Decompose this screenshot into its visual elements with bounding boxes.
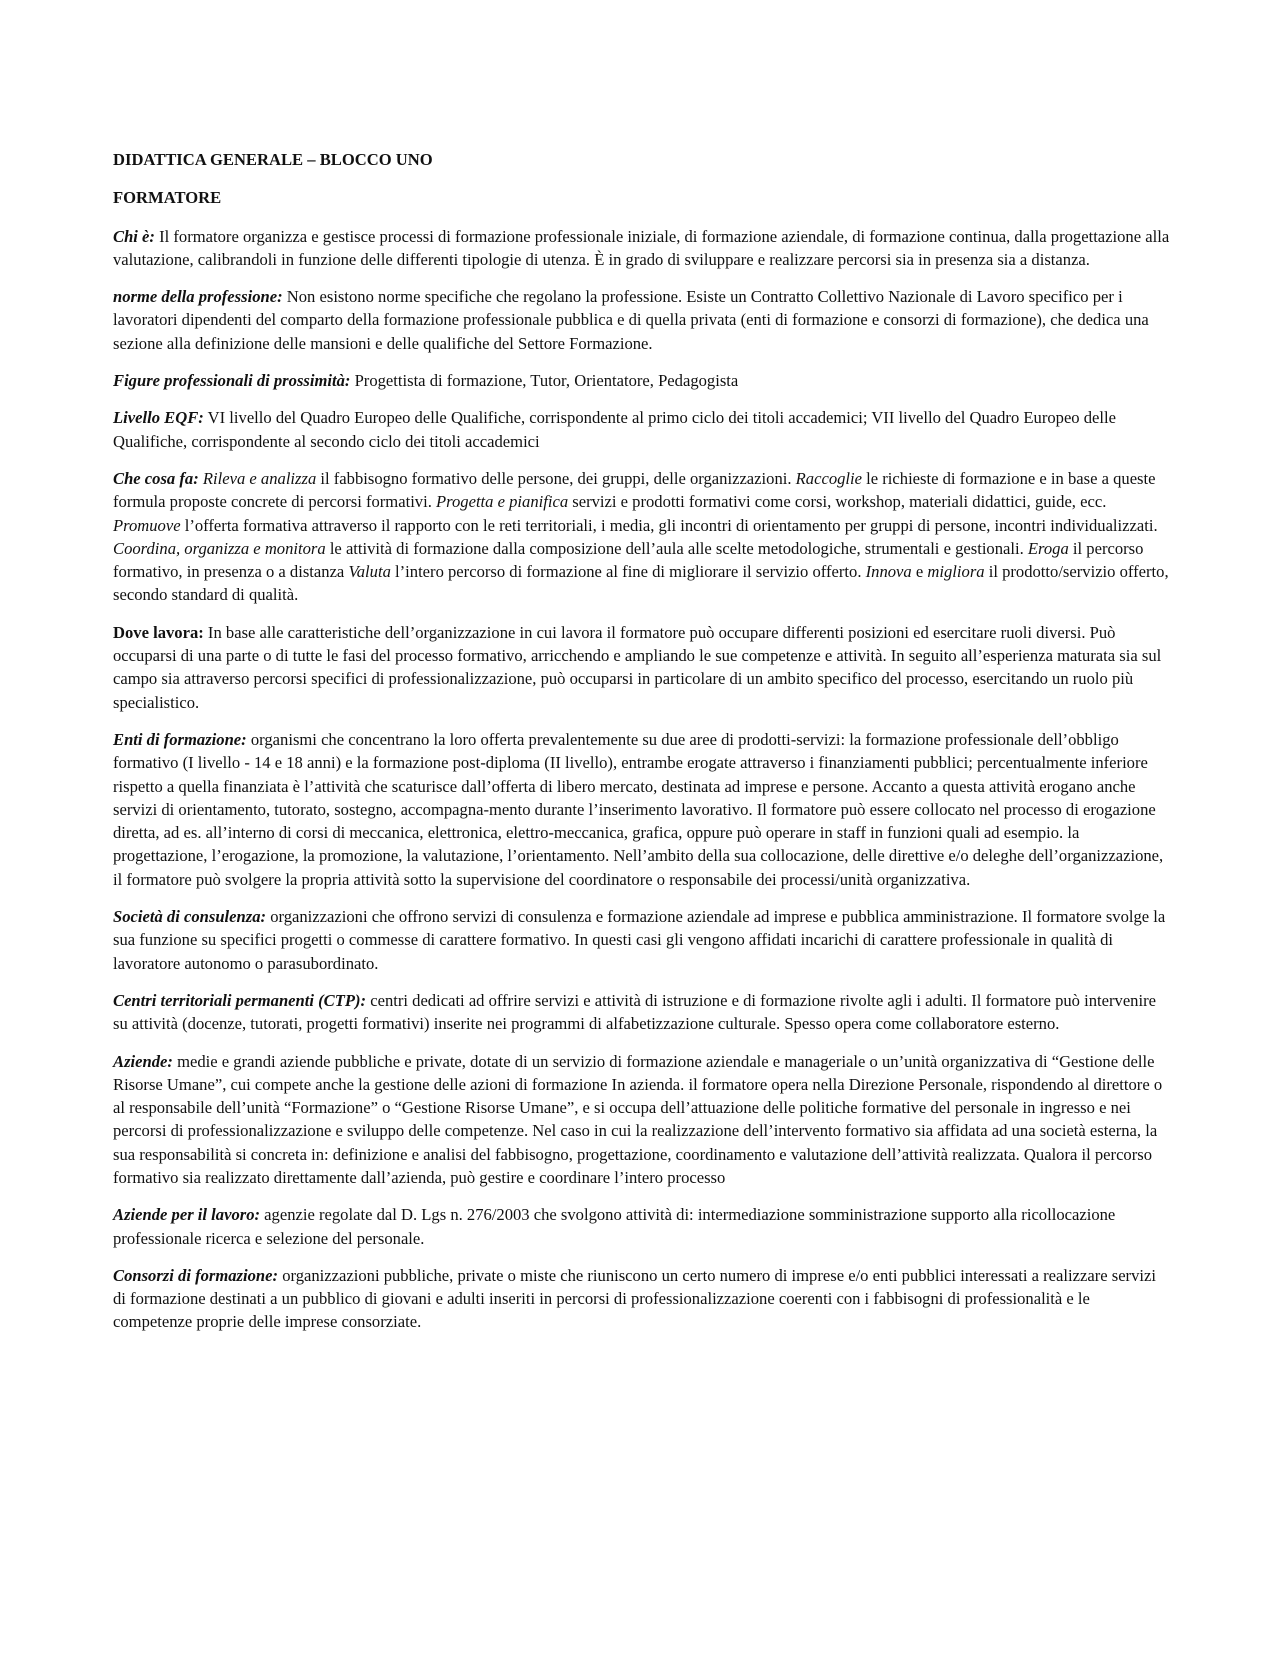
- text-part: il fabbisogno formativo delle persone, dei gruppi, delle organizzazioni.: [316, 468, 796, 488]
- paragraph-aziende: [113, 1050, 1173, 1190]
- text-aziende-lavoro: agenzie regolate dal D. Lgs n. 276/2003 che svolgono attività di: intermediazione somministrazione supporto alla ricollocazione professionale ricerca e selezione del personale.: [113, 1205, 1116, 1248]
- paragraph-che-cosa-fa: [113, 467, 1173, 607]
- paragraph-norme: [113, 285, 1173, 355]
- label-consorzi: Consorzi di formazione:: [113, 1265, 279, 1285]
- emphasis-verb: Valuta: [348, 562, 391, 582]
- text-ctp: centri dedicati ad offrire servizi e attività di istruzione e di formazione rivolte agli i adulti. Il formatore può intervenire su attività (docenze, tutorati, progetti formativi) inserite nei programmi di alfabetizzazione culturale. Spesso opera come collaboratore esterno.: [113, 990, 1156, 1034]
- paragraph-figure: [113, 369, 1173, 392]
- text-norme: Non esistono norme specifiche che regolano la professione. Esiste un Contratto Collettivo Nazionale di Lavoro specifico per i lavoratori dipendenti del comparto della formazione professionale pubblica e di quella privata (enti di formazione e consorzi di formazione), che dedica una sezione alla definizione delle mansioni e delle qualifiche del Settore Formazione.: [113, 287, 1149, 353]
- label-aziende-lavoro: Aziende per il lavoro:: [113, 1205, 261, 1225]
- label-ctp: Centri territoriali permanenti (CTP):: [113, 990, 367, 1010]
- text-part: l’offerta formativa attraverso il rapporto con le reti territoriali, i media, gli incontri di orientamento per gruppi di persone, incontri individualizzati.: [180, 515, 1158, 535]
- document-page: [113, 148, 1173, 1348]
- label-dove-lavora: Dove lavora:: [113, 622, 204, 642]
- label-che-cosa-fa: Che cosa fa:: [113, 468, 199, 488]
- text-part: il prodotto/servizio offerto, secondo standard di qualità.: [113, 562, 1169, 605]
- document-title: DIDATTICA GENERALE – BLOCCO UNO: [113, 150, 433, 169]
- emphasis-verb: Raccoglie: [795, 468, 862, 488]
- emphasis-verb: Innova: [865, 562, 912, 582]
- document-subtitle: FORMATORE: [113, 188, 222, 208]
- emphasis-verb: Promuove: [113, 515, 181, 535]
- text-societa: organizzazioni che offrono servizi di consulenza e formazione aziendale ad imprese e pubblica amministrazione. Il formatore svolge la sua funzione su specifici progetti o commesse di carattere formativo. In questi casi gli vengono affidati incarichi di carattere professionale in qualità di lavoratore autonomo o parasubordinato.: [113, 907, 1166, 973]
- paragraph-consorzi: [113, 1264, 1173, 1334]
- text-chi-e: Il formatore organizza e gestisce processi di formazione professionale iniziale, di formazione aziendale, di formazione continua, dalla progettazione alla valutazione, calibrandoli in funzione delle differenti tipologie di utenza. È in grado di sviluppare e realizzare percorsi sia in presenza sia a distanza.: [113, 226, 1170, 269]
- text-dove-lavora: In base alle caratteristiche dell’organizzazione in cui lavora il formatore può occupare differenti posizioni ed esercitare ruoli diversi. Può occuparsi di una parte o di tutte le fasi del processo formativo, arricchendo e ampliando le sue competenze e attività. In seguito all’esperienza maturata sia sul campo sia attraverso percorsi specifici di professionalizzazione, può occuparsi in particolare di un ambito specifico del processo, esercitando un ruolo più specialistico.: [113, 622, 1162, 712]
- text-part: le attività di formazione dalla composizione dell’aula alle scelte metodologiche, strumentali e gestionali.: [325, 538, 1028, 558]
- paragraph-dove-lavora: [113, 621, 1173, 714]
- text-aziende: medie e grandi aziende pubbliche e private, dotate di un servizio di formazione aziendale e manageriale o un’unità organizzativa di “Gestione delle Risorse Umane”, cui compete anche la gestione delle azioni di formazione In azienda. il formatore opera nella Direzione Personale, rispondendo al direttore o al responsabile dell’unità “Formazione” o “Gestione Risorse Umane”, e si occupa dell’attuazione delle politiche formative del personale in ingresso e nei percorsi di professionalizzazione e sviluppo delle competenze. Nel caso in cui la realizzazione dell’intervento formativo sia affidata ad una società esterna, la sua responsabilità si concreta in: definizione e analisi del fabbisogno, progettazione, coordinamento e valutazione dell’attività realizzata. Qualora il percorso formativo sia realizzato direttamente dall’azienda, può gestire e coordinare l’intero processo: [113, 1051, 1163, 1187]
- emphasis-verb: Coordina, organizza e monitora: [113, 538, 326, 558]
- paragraph-enti: [113, 728, 1173, 891]
- label-norme: norme della professione:: [113, 287, 283, 307]
- label-chi-e: Chi è:: [113, 226, 155, 246]
- text-part: l’intero percorso di formazione al fine di migliorare il servizio offerto.: [390, 562, 866, 582]
- emphasis-verb: Eroga: [1027, 538, 1069, 558]
- label-societa: Società di consulenza:: [113, 907, 267, 927]
- label-livello: Livello EQF:: [113, 408, 204, 428]
- text-figure: Progettista di formazione, Tutor, Orientatore, Pedagogista: [350, 371, 739, 391]
- text-consorzi: organizzazioni pubbliche, private o miste che riuniscono un certo numero di imprese e/o enti pubblici interessati a realizzare servizi di formazione destinati a un pubblico di giovani e adulti inseriti in percorsi di professionalizzazione coerenti con i fabbisogni di professionalità e le competenze proprie delle imprese consorziate.: [113, 1265, 1156, 1332]
- text-part: il percorso formativo, in presenza o a distanza: [113, 538, 1144, 582]
- emphasis-verb: Progetta e pianifica: [436, 492, 569, 512]
- text-part: e: [911, 562, 928, 582]
- label-aziende: Aziende:: [113, 1051, 173, 1071]
- paragraph-livello: [113, 406, 1173, 453]
- paragraph-ctp: [113, 989, 1173, 1036]
- emphasis-verb: migliora: [927, 562, 985, 582]
- text-part: le richieste di formazione e in base a queste formula proposte concrete di percorsi formativi.: [113, 468, 1156, 512]
- label-enti: Enti di formazione:: [113, 729, 247, 749]
- text-part: servizi e prodotti formativi come corsi, workshop, materiali didattici, guide, ecc.: [568, 492, 1107, 512]
- emphasis-verb: Rileva e analizza: [202, 468, 317, 488]
- text-enti: organismi che concentrano la loro offerta prevalentemente su due aree di prodotti-servizi: la formazione professionale dell’obbligo formativo (I livello - 14 e 18 anni) e la formazione post-diploma (II livello), entrambe erogate attraverso i finanziamenti pubblici; percentualmente inferiore rispetto a quella finanziata è l’attività che scaturisce dall’offerta di libero mercato, destinata ad imprese e persone. Accanto a questa attività erogano anche servizi di orientamento, tutorato, sostegno, accompagna-mento durante l’inserimento lavorativo. Il formatore può essere collocato nel processo di erogazione diretta, ad es. all’interno di corsi di meccanica, elettronica, elettro-meccanica, grafica, oppure può operare in staff in funzioni quali ad esempio. la progettazione, l’erogazione, la promozione, la valutazione, l’orientamento. Nell’ambito della sua collocazione, delle direttive e/o deleghe dell’organizzazione, il formatore può svolgere la propria attività sotto la supervisione del coordinatore o responsabile dei processi/unità organizzativa.: [113, 729, 1164, 889]
- paragraph-aziende-lavoro: [113, 1203, 1173, 1250]
- paragraph-chi-e: [113, 225, 1173, 272]
- text-livello: VI livello del Quadro Europeo delle Qualifiche, corrispondente al primo ciclo dei titoli accademici; VII livello del Quadro Europeo delle Qualifiche, corrispondente al secondo ciclo dei titoli accademici: [113, 408, 1116, 451]
- label-figure: Figure professionali di prossimità:: [113, 371, 351, 391]
- paragraph-societa: [113, 905, 1173, 975]
